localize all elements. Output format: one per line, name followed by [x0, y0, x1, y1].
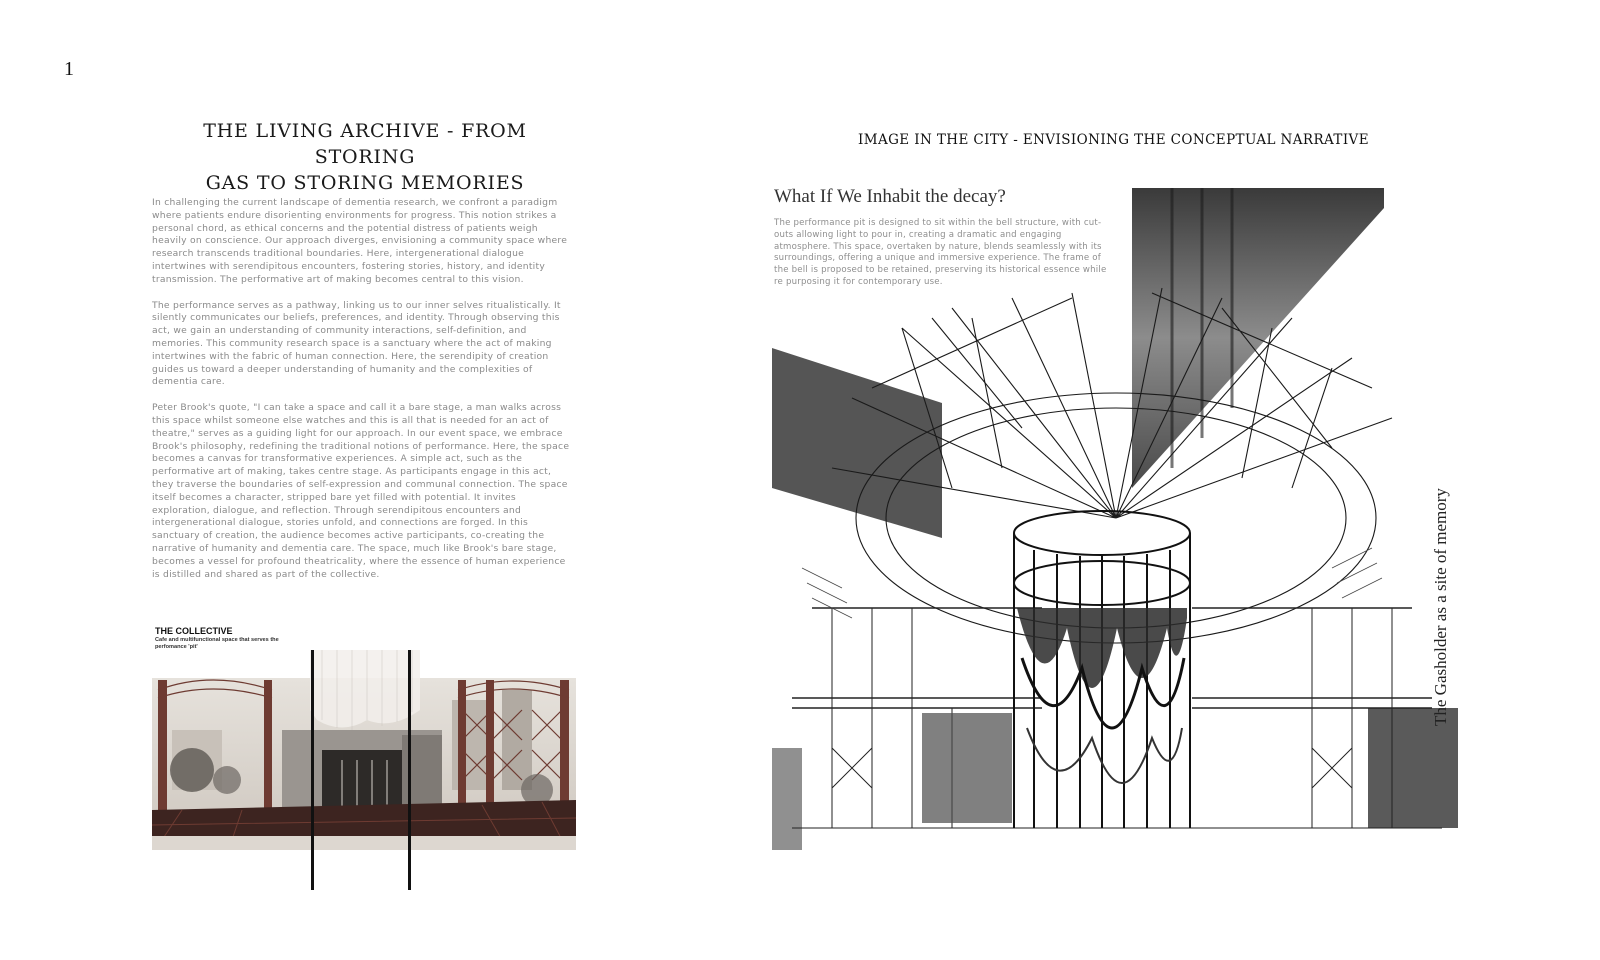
right-page-title: IMAGE IN THE CITY - ENVISIONING THE CONCEPTUAL NARRATIVE	[858, 132, 1369, 148]
collective-title: THE COLLECTIVE	[155, 626, 233, 636]
collective-render-image	[152, 650, 576, 890]
section-heading: What If We Inhabit the decay?	[774, 186, 1006, 207]
page-number: 1	[64, 58, 74, 80]
paragraph-2: The performance serves as a pathway, linking us to our inner selves ritualistically. It silently communicates our beliefs, preferences, and identity. Through observing this act, we gain an understanding of community interactions, self-definition, and memories. This community research space is a sanctuary where the act of making intertwines with the fabric of human connection. Here, the serendipity of creation guides us toward a deeper understanding of humanity and the complexities of dementia care.	[152, 299, 561, 388]
vertical-caption	[1431, 476, 1457, 726]
section-body-text: The performance pit is designed to sit within the bell structure, with cut-outs allowing light to pour in, creating a dramatic and engaging atmosphere. This space, overtaken by nature, blends seamlessly with its surroundings, offering a unique and immersive experience. The frame of the bell is proposed to be retained, preserving its historical essence while re purposing it for contemporary use.	[774, 218, 1107, 287]
vertical-caption-text: The Gasholder as a site of memory	[1431, 488, 1450, 726]
collective-subtitle: Cafe and multifunctional space that serves the perfomance 'pit'	[155, 637, 279, 650]
left-title-line-1: THE LIVING ARCHIVE - FROM STORING	[203, 120, 527, 168]
paragraph-3: Peter Brook's quote, "I can take a space and call it a bare stage, a man walks across this space whilst someone else watches and this is all that is needed for an act of theatre," serves as a guiding light for our approach. In our event space, we embrace Brook's philosophy, redefining the traditional notions of performance. Here, the space becomes a canvas for transformative experiences. A simple act, such as the performative art of making, takes centre stage. As participants engage in this act, they traverse the boundaries of self-expression and communal connection. The space itself becomes a character, stripped bare yet filled with potential. It invites exploration, dialogue, and reflection. Through serendipitous encounters and intergenerational dialogue, stories unfold, and connections are forged. In this sanctuary of creation, the audience becomes active participants, co-creating the narrative of humanity and dementia care. The space, much like Brook's bare stage, becomes a vessel for profound theatricality, where the essence of human experience is distilled and shared as part of the collective.	[152, 402, 570, 580]
paragraph-1: In challenging the current landscape of dementia research, we confront a paradigm where patients endure disorienting environments for progress. This notion strikes a personal chord, as ethical concerns and the potential distress of patients weigh heavily on conscience. Our approach diverges, envisioning a community space where research transcends traditional boundaries. Here, intergenerational dialogue intertwines with serendipitous encounters, fostering stories, history, and identity transmission. The performative art of making becomes central to this vision.	[152, 197, 568, 285]
left-page-title	[150, 118, 580, 196]
left-title-line-2: GAS TO STORING MEMORIES	[205, 172, 525, 194]
left-body-text	[152, 197, 570, 594]
